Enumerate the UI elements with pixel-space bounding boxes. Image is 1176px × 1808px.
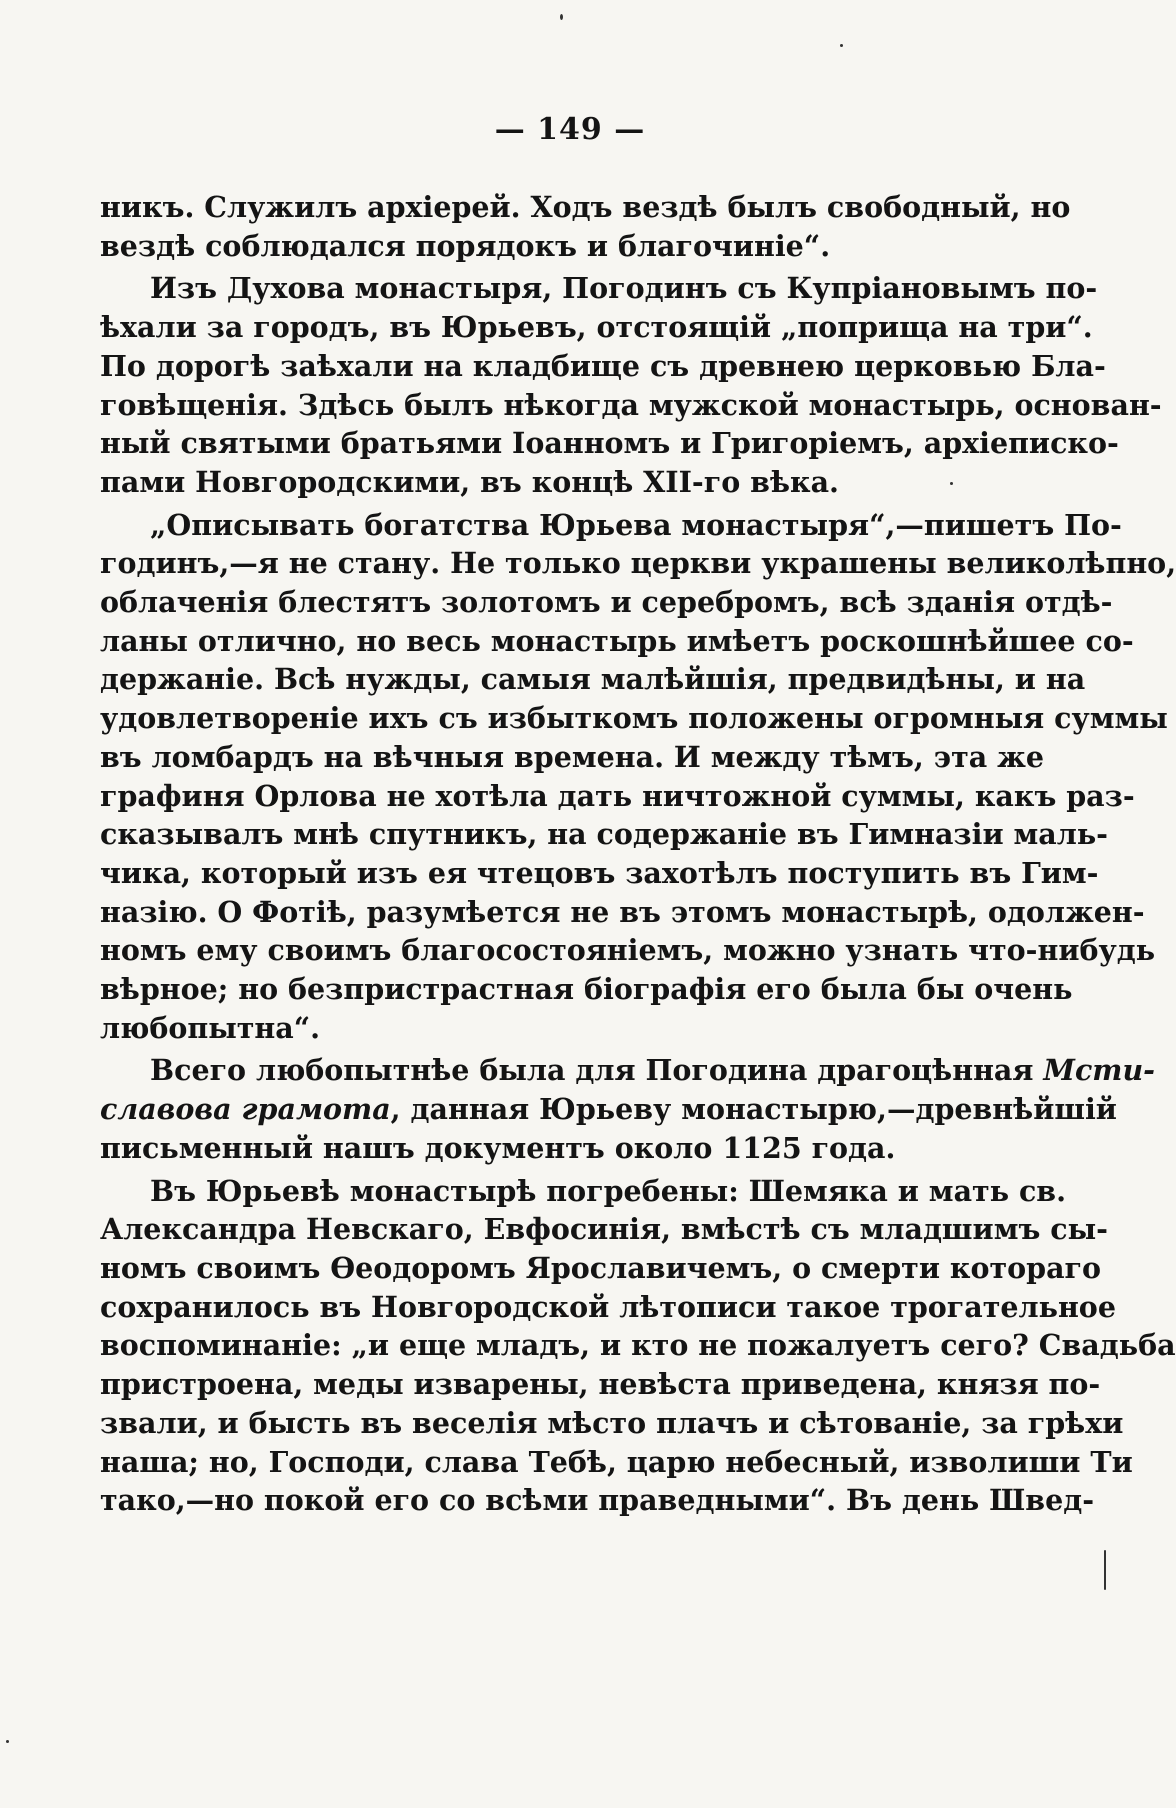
text-line: сохранилось въ Новгородской лѣтописи такое трогательное xyxy=(100,1289,1116,1324)
text-line: Изъ Духова монастыря, Погодинъ съ Купріановымъ по- xyxy=(150,271,1098,306)
text-line: звали, и бысть въ веселія мѣсто плачъ и сѣтованіе, за грѣхи xyxy=(100,1405,1124,1440)
text-line: никъ. Служилъ архіерей. Ходъ вездѣ былъ свободный, но xyxy=(100,190,1071,224)
scan-speck xyxy=(1104,1550,1106,1590)
text-line: чика, который изъ ея чтецовъ захотѣлъ поступить въ Гим- xyxy=(100,855,1099,890)
text-line: ланы отлично, но весь монастырь имѣетъ роскошнѣйшее со- xyxy=(100,623,1134,658)
text-line: удовлетвореніе ихъ съ избыткомъ положены огромныя суммы xyxy=(100,701,1168,736)
text-line: облаченія блестятъ золотомъ и серебромъ, всѣ зданія отдѣ- xyxy=(100,585,1113,620)
text-line: назію. О Фотіѣ, разумѣется не въ этомъ монастырѣ, одолжен- xyxy=(100,894,1145,929)
text-line: пами Новгородскими, въ концѣ XII-го вѣка. xyxy=(100,464,839,499)
text-line: Въ Юрьевѣ монастырѣ погребены: Шемяка и мать св. xyxy=(150,1173,1067,1208)
text-line: въ ломбардъ на вѣчныя времена. И между тѣмъ, эта же xyxy=(100,739,1045,774)
text-line: пристроена, меды изварены, невѣста приведена, князя по- xyxy=(100,1367,1101,1402)
text-line xyxy=(100,1051,1156,1090)
text-line: тако,—но покой его со всѣми праведными“. Въ день Швед- xyxy=(100,1483,1095,1518)
paragraph-3 xyxy=(100,506,1176,1048)
text-line: держаніе. Всѣ нужды, самыя малѣйшія, предвидѣны, и на xyxy=(100,662,1086,697)
text-line: ный святыми братьями Іоанномъ и Григоріемъ, архіеписко- xyxy=(100,426,1119,461)
text-line: вѣрное; но безпристрастная біографія его была бы очень xyxy=(100,972,1073,1007)
text-line: По дорогѣ заѣхали на кладбище съ древнею церковью Бла- xyxy=(100,348,1106,383)
paragraph-1 xyxy=(100,188,1071,265)
paragraph-4 xyxy=(100,1051,1156,1167)
text-line: годинъ,—я не стану. Не только церкви украшены великолѣпно, xyxy=(100,546,1176,581)
text-line: номъ ему своимъ благосостояніемъ, можно узнать что-нибудь xyxy=(100,933,1156,968)
text-line: Александра Невскаго, Евфосинія, вмѣстѣ съ младшимъ сы- xyxy=(100,1212,1108,1247)
text-line: воспоминаніе: „и еще младъ, и кто не пожалуетъ сего? Свадьба xyxy=(100,1328,1176,1363)
text-line: любопытна“. xyxy=(100,1010,321,1045)
text-line: вездѣ соблюдался порядокъ и благочиніе“. xyxy=(100,228,831,263)
text-line: письменный нашъ документъ около 1125 года. xyxy=(100,1130,896,1165)
paragraph-5 xyxy=(100,1172,1176,1520)
scan-speck xyxy=(6,1740,9,1743)
text-line: „Описывать богатства Юрьева монастыря“,—пишетъ По- xyxy=(150,507,1122,542)
text-line: номъ своимъ Ѳеодоромъ Ярославичемъ, о смерти котораго xyxy=(100,1250,1102,1285)
text-line: графиня Орлова не хотѣла дать ничтожной суммы, какъ раз- xyxy=(100,778,1135,813)
body-text xyxy=(100,188,1176,1520)
text-line: сказывалъ мнѣ спутникъ, на содержаніе въ Гимназіи маль- xyxy=(100,817,1108,852)
italic-title-part: Мсти- xyxy=(1043,1053,1156,1088)
paragraph-2 xyxy=(100,269,1162,501)
text-line: славова грамота, данная Юрьеву монастырю,—древнѣйшій xyxy=(100,1092,1117,1127)
italic-title-part: славова грамота xyxy=(100,1092,391,1127)
scan-speck xyxy=(840,44,843,47)
page-number: — 149 — xyxy=(494,112,646,147)
scan-speck xyxy=(950,482,953,485)
text-segment: Всего любопытнѣе была для Погодина драгоцѣнная xyxy=(150,1053,1034,1088)
text-line: говѣщенія. Здѣсь былъ нѣкогда мужской монастырь, основан- xyxy=(100,387,1162,422)
text-line: ѣхали за городъ, въ Юрьевъ, отстоящій „поприща на три“. xyxy=(100,310,1093,345)
scan-speck xyxy=(560,14,563,20)
text-line: наша; но, Господи, слава Тебѣ, царю небесный, изволиши Ти xyxy=(100,1444,1133,1479)
